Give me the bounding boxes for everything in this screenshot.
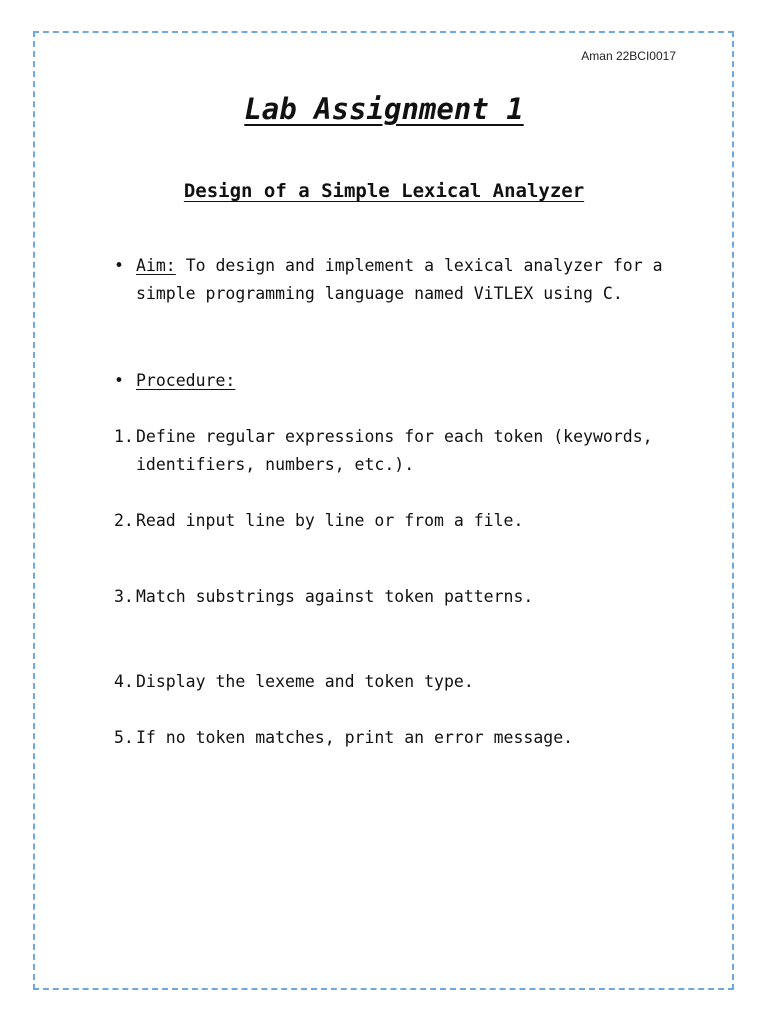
procedure-step <box>114 583 694 611</box>
author-label: Aman 22BCI0017 <box>581 49 676 63</box>
step-text: Read input line by line or from a file. <box>136 511 524 530</box>
page-title-text: Lab Assignment 1 <box>244 92 524 126</box>
page-subtitle <box>0 180 768 202</box>
procedure-row <box>114 367 694 395</box>
procedure-step <box>114 668 694 696</box>
procedure-step <box>114 423 694 479</box>
procedure-step <box>114 724 694 752</box>
page-title <box>0 92 768 126</box>
procedure-step <box>114 507 694 535</box>
aim-row <box>114 252 694 308</box>
procedure-section <box>114 367 694 395</box>
procedure-bullet: • <box>114 371 124 390</box>
aim-label: Aim: <box>136 256 176 275</box>
procedure-label: Procedure: <box>136 371 236 390</box>
step-number: 4. <box>114 672 134 691</box>
step-number: 3. <box>114 587 134 606</box>
step-text: Define regular expressions for each token (keywords, identifiers, numbers, etc.). <box>136 427 653 474</box>
step-number: 2. <box>114 511 134 530</box>
aim-text: To design and implement a lexical analyzer for a simple programming language named ViTLEX using C. <box>136 256 663 303</box>
step-number: 5. <box>114 728 134 747</box>
step-number: 1. <box>114 427 134 446</box>
aim-bullet: • <box>114 256 124 275</box>
step-text: Match substrings against token patterns. <box>136 587 534 606</box>
page-subtitle-text: Design of a Simple Lexical Analyzer <box>183 180 585 202</box>
aim-content <box>136 252 694 308</box>
aim-section <box>114 252 694 308</box>
step-text: Display the lexeme and token type. <box>136 672 474 691</box>
step-text: If no token matches, print an error message. <box>136 728 574 747</box>
